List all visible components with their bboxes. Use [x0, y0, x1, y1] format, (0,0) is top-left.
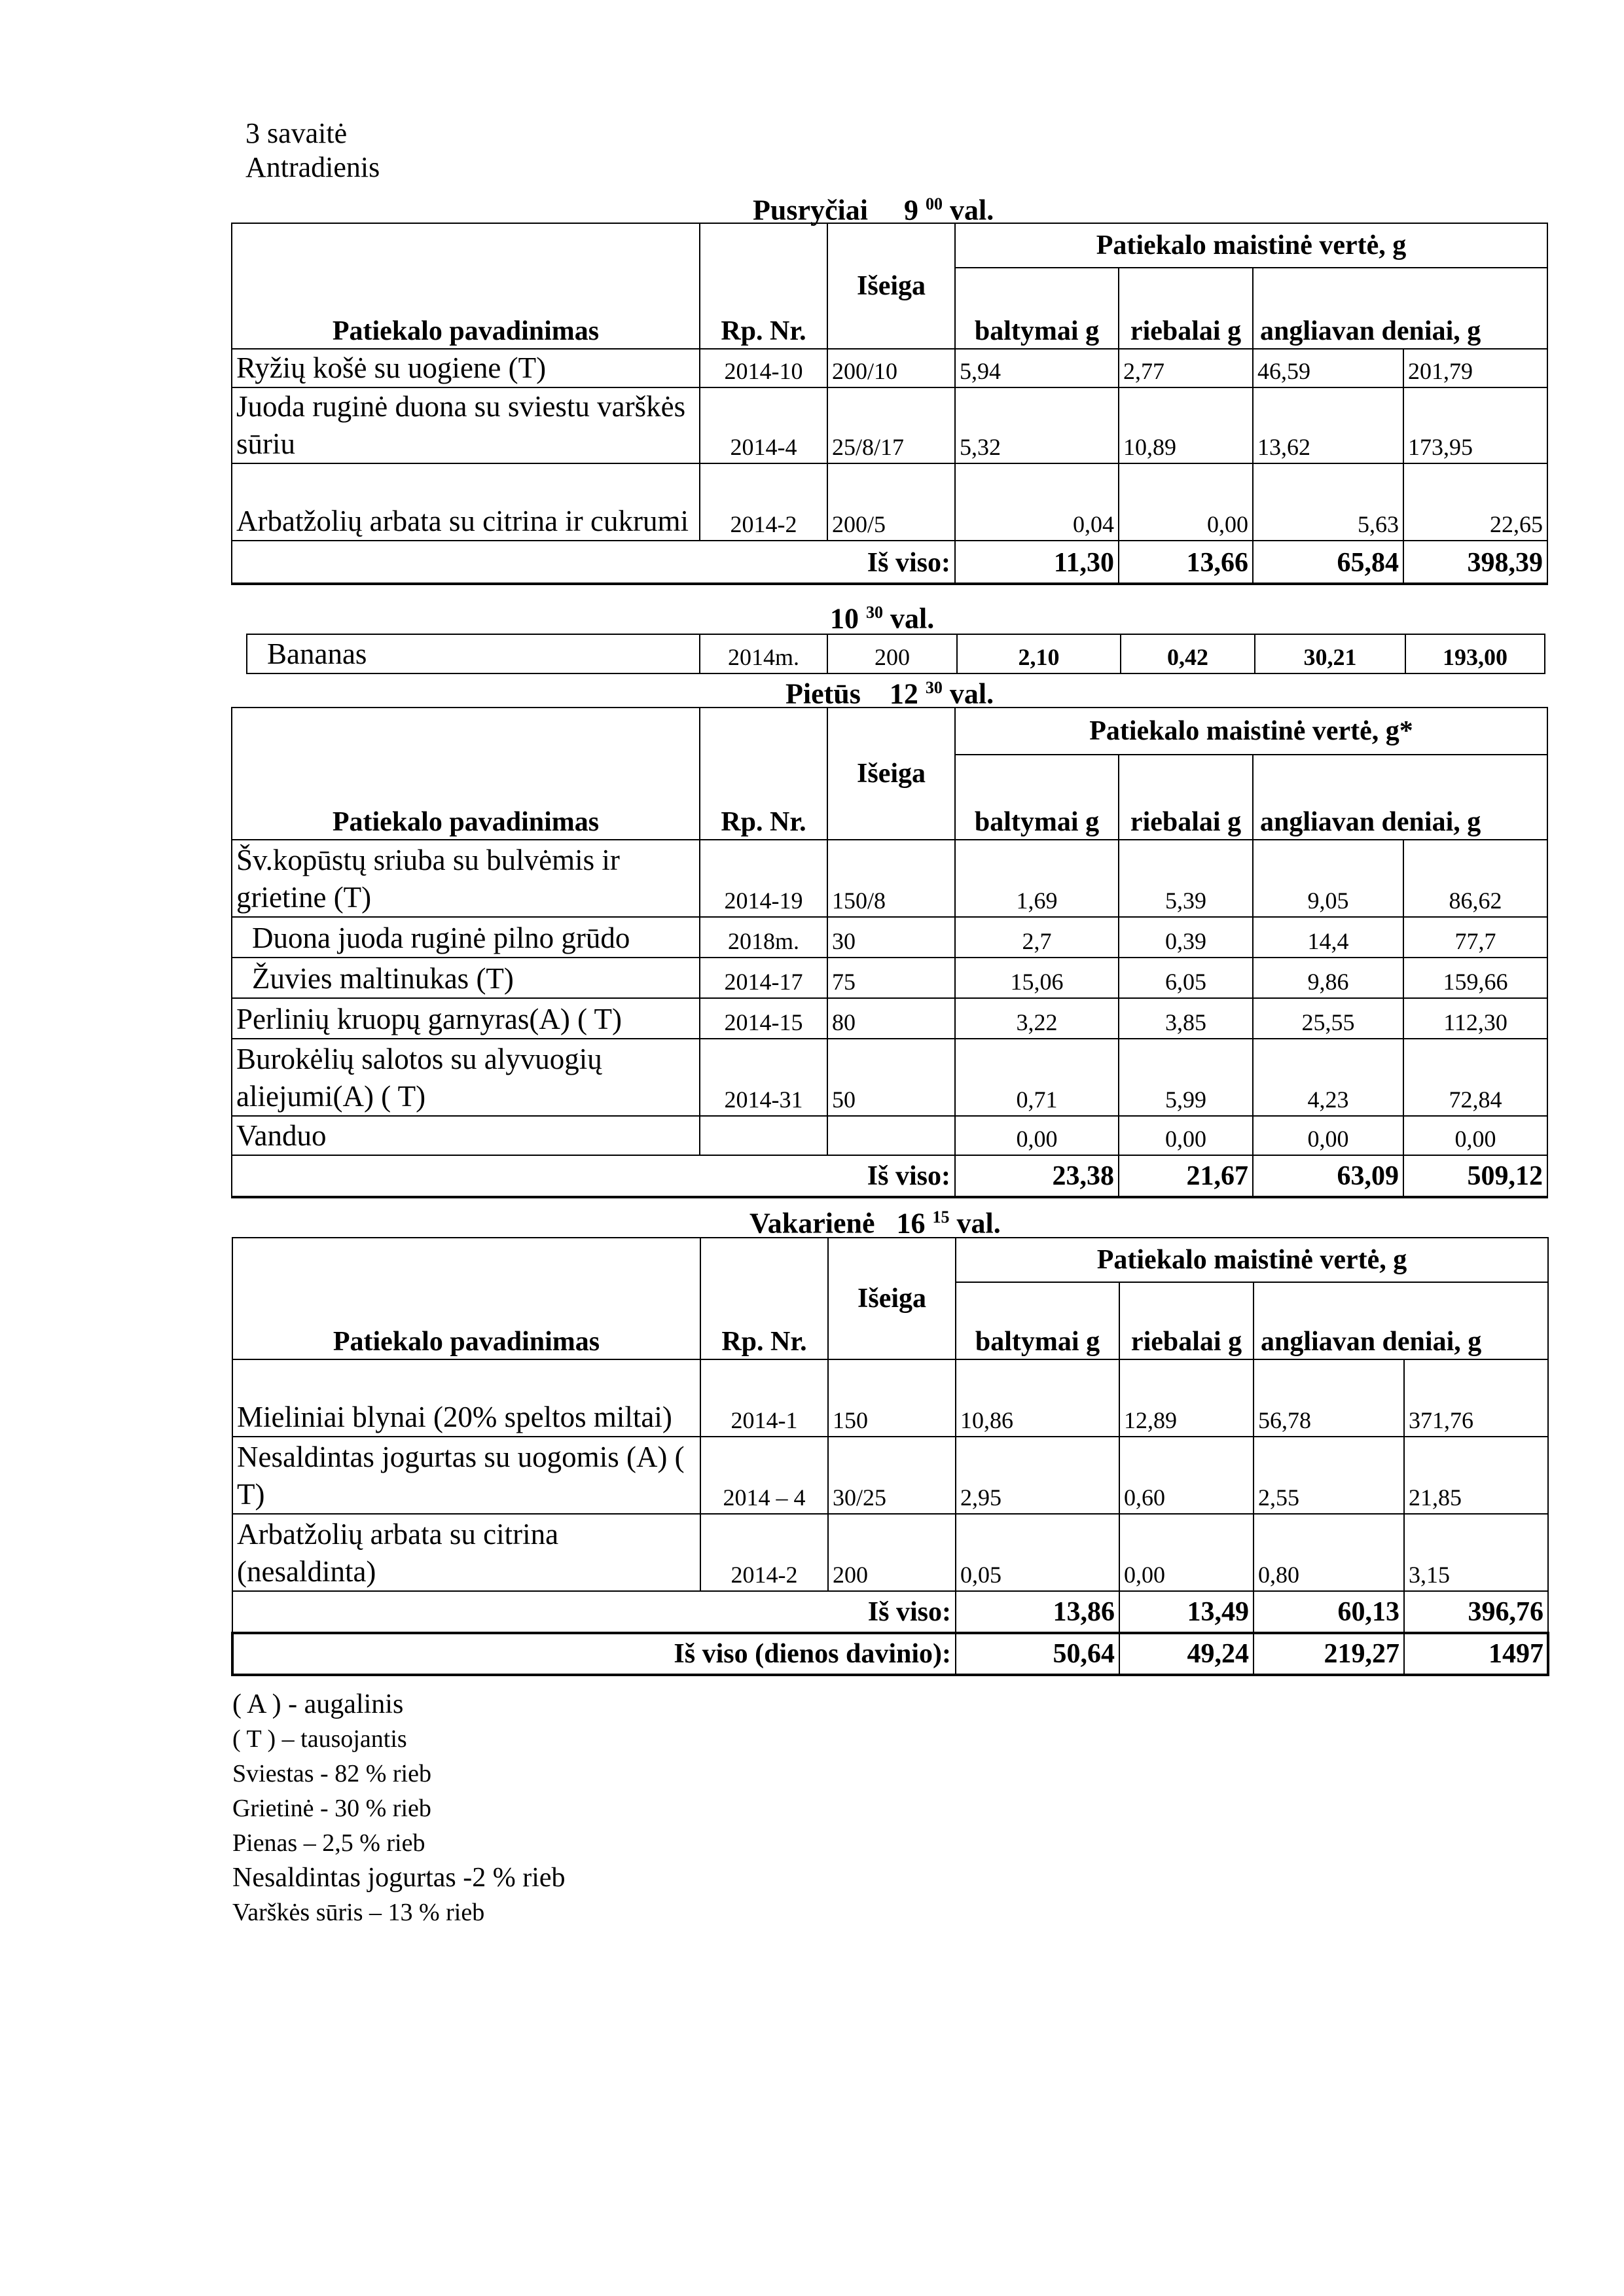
table-row: Žuvies maltinukas (T) 2014-17 75 15,06 6,05 9,86 159,66: [232, 958, 1547, 998]
legend-item: ( T ) – tausojantis: [232, 1725, 407, 1753]
col-rp-header: Rp. Nr.: [700, 708, 827, 840]
table-row: Duona juoda ruginė pilno grūdo 2018m. 30 2,7 0,39 14,4 77,7: [232, 917, 1547, 958]
col-carbs-header: angliavan deniai, g: [1254, 1282, 1548, 1359]
breakfast-time-minutes: 00: [925, 194, 943, 213]
table-row: Arbatžolių arbata su citrina ir cukrumi 2014-2 200/5 0,04 0,00 5,63 22,65: [232, 463, 1547, 541]
col-name-header: Patiekalo pavadinimas: [232, 1238, 700, 1359]
col-fat-header: riebalai g: [1119, 755, 1253, 840]
table-row: Mieliniai blynai (20% speltos miltai) 2014-1 150 10,86 12,89 56,78 371,76: [232, 1359, 1548, 1437]
legend-item: Sviestas - 82 % rieb: [232, 1760, 431, 1787]
col-carbs-header: angliavan deniai, g: [1253, 268, 1547, 349]
snack-table: [246, 634, 1545, 674]
legend-item: Nesaldintas jogurtas -2 % rieb: [232, 1863, 566, 1893]
table-row: Nesaldintas jogurtas su uogomis (A) ( T) 2014 – 4 30/25 2,95 0,60 2,55 21,85: [232, 1437, 1548, 1514]
col-iseiga-header: Išeiga: [827, 708, 955, 840]
lunch-time-minutes: 30: [925, 678, 943, 697]
lunch-title: Pietūs: [785, 677, 861, 710]
legend-item: ( A ) - augalinis: [232, 1689, 404, 1719]
lunch-time-unit: val.: [949, 677, 994, 710]
col-nutrition-header: Patiekalo maistinė vertė, g: [955, 223, 1547, 268]
breakfast-table: [231, 223, 1548, 585]
lunch-table: [231, 707, 1548, 1198]
dinner-title: Vakarienė: [749, 1207, 875, 1240]
table-row: Bananas 2014m. 200 2,10 0,42 30,21 193,00: [247, 634, 1545, 673]
table-row: Arbatžolių arbata su citrina (nesaldinta) 2014-2 200 0,05 0,00 0,80 3,15: [232, 1514, 1548, 1591]
table-row: Ryžių košė su uogiene (T) 2014-10 200/10 5,94 2,77 46,59 201,79: [232, 349, 1547, 387]
col-fat-header: riebalai g: [1119, 268, 1253, 349]
col-nutrition-header: Patiekalo maistinė vertė, g: [956, 1238, 1548, 1282]
col-rp-header: Rp. Nr.: [700, 1238, 828, 1359]
legend-item: Pienas – 2,5 % rieb: [232, 1829, 425, 1857]
table-row: Perlinių kruopų garnyras(A) ( T) 2014-15 80 3,22 3,85 25,55 112,30: [232, 998, 1547, 1039]
day-total-row: Iš viso (dienos davinio): 50,64 49,24 219,27 1497: [232, 1633, 1548, 1675]
breakfast-total-row: Iš viso: 11,30 13,66 65,84 398,39: [232, 541, 1547, 584]
lunch-total-row: Iš viso: 23,38 21,67 63,09 509,12: [232, 1155, 1547, 1197]
table-row: Burokėlių salotos su alyvuogių aliejumi(A) ( T) 2014-31 50 0,71 5,99 4,23 72,84: [232, 1039, 1547, 1116]
table-row: Juoda ruginė duona su sviestu varškės sūriu 2014-4 25/8/17 5,32 10,89 13,62 173,95: [232, 387, 1547, 463]
table-row: Vanduo 0,00 0,00 0,00 0,00: [232, 1116, 1547, 1155]
dinner-table: [231, 1237, 1549, 1676]
col-rp-header: Rp. Nr.: [700, 223, 827, 349]
day-total-label: Iš viso (dienos davinio):: [232, 1633, 956, 1675]
col-iseiga-header: Išeiga: [827, 223, 955, 349]
col-fat-header: riebalai g: [1119, 1282, 1254, 1359]
col-carbs-header: angliavan deniai, g: [1253, 755, 1547, 840]
dinner-time-minutes: 15: [932, 1208, 950, 1227]
lunch-time: 12: [889, 677, 918, 710]
dinner-total-row: Iš viso: 13,86 13,49 60,13 396,76: [232, 1591, 1548, 1633]
total-label: Iš viso:: [232, 541, 955, 584]
col-protein-header: baltymai g: [956, 1282, 1119, 1359]
col-iseiga-header: Išeiga: [828, 1238, 956, 1359]
dinner-time: 16: [896, 1207, 926, 1240]
day-label: Antradienis: [245, 151, 380, 183]
breakfast-heading: [753, 187, 994, 228]
snack-time-unit: val.: [890, 602, 935, 635]
breakfast-time-unit: val.: [949, 194, 994, 226]
col-protein-header: baltymai g: [955, 268, 1119, 349]
legend-item: Varškės sūris – 13 % rieb: [232, 1899, 485, 1926]
breakfast-title: Pusryčiai: [753, 194, 868, 226]
week-label: 3 savaitė: [245, 117, 348, 149]
snack-heading: [830, 596, 934, 636]
lunch-heading: [785, 671, 994, 711]
col-nutrition-header: Patiekalo maistinė vertė, g*: [955, 708, 1547, 755]
dinner-heading: [749, 1200, 1001, 1241]
legend: [232, 1687, 566, 1930]
table-row: Šv.kopūstų sriuba su bulvėmis ir grietine (T) 2014-19 150/8 1,69 5,39 9,05 86,62: [232, 840, 1547, 917]
dinner-time-unit: val.: [956, 1207, 1001, 1240]
snack-time: 10: [830, 602, 859, 635]
col-name-header: Patiekalo pavadinimas: [232, 223, 700, 349]
legend-item: Grietinė - 30 % rieb: [232, 1795, 431, 1822]
col-name-header: Patiekalo pavadinimas: [232, 708, 700, 840]
snack-time-minutes: 30: [866, 603, 883, 622]
total-label: Iš viso:: [232, 1591, 956, 1633]
breakfast-time: 9: [903, 194, 918, 226]
total-label: Iš viso:: [232, 1155, 955, 1197]
col-protein-header: baltymai g: [955, 755, 1119, 840]
